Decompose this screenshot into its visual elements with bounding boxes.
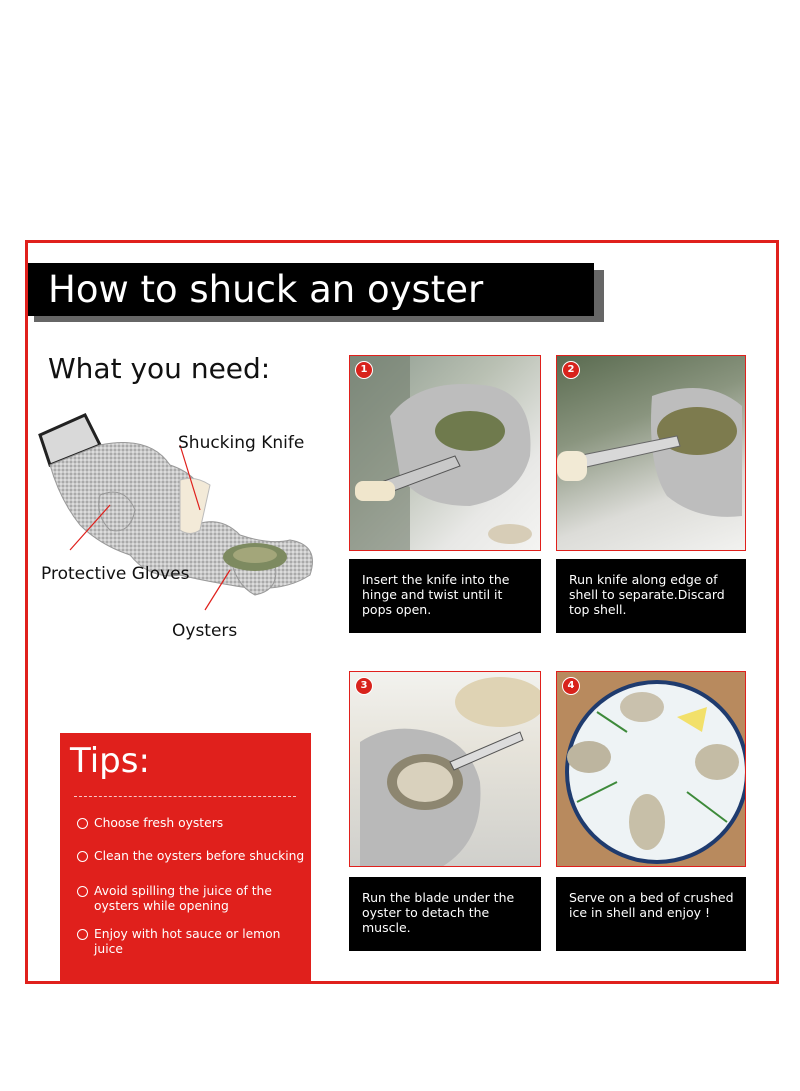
tips-divider bbox=[74, 796, 296, 797]
step-4-number: 4 bbox=[562, 677, 580, 695]
step-2-number: 2 bbox=[562, 361, 580, 379]
step-3-image bbox=[349, 671, 541, 867]
step-2-photo bbox=[557, 356, 746, 551]
step-2-image bbox=[556, 355, 746, 551]
step-3-photo bbox=[350, 672, 541, 867]
oysters-label: Oysters bbox=[172, 621, 238, 641]
what-you-need-heading: What you need: bbox=[48, 352, 271, 385]
tips-heading: Tips: bbox=[70, 741, 150, 781]
step-4-image bbox=[556, 671, 746, 867]
circle-bullet-icon bbox=[77, 929, 88, 940]
step-3-number: 3 bbox=[355, 677, 373, 695]
step-1-number: 1 bbox=[355, 361, 373, 379]
step-2-caption: Run knife along edge of shell to separate.Discard top shell. bbox=[556, 559, 746, 633]
step-4-caption: Serve on a bed of crushed ice in shell and enjoy ! bbox=[556, 877, 746, 951]
step-1-caption: Insert the knife into the hinge and twist until it pops open. bbox=[349, 559, 541, 633]
step-1-photo bbox=[350, 356, 541, 551]
shucking-knife-label: Shucking Knife bbox=[178, 433, 305, 453]
tip-item: Enjoy with hot sauce or lemon juice bbox=[77, 927, 309, 957]
step-4-photo bbox=[557, 672, 746, 867]
step-1-image bbox=[349, 355, 541, 551]
page-title: How to shuck an oyster bbox=[28, 263, 594, 316]
circle-bullet-icon bbox=[77, 851, 88, 862]
tips-panel bbox=[60, 733, 311, 984]
protective-gloves-label: Protective Gloves bbox=[41, 564, 190, 584]
tip-item: Avoid spilling the juice of the oysters while opening bbox=[77, 884, 309, 914]
tip-item: Choose fresh oysters bbox=[77, 816, 309, 831]
step-3-caption: Run the blade under the oyster to detach the muscle. bbox=[349, 877, 541, 951]
tip-item: Clean the oysters before shucking bbox=[77, 849, 309, 864]
circle-bullet-icon bbox=[77, 818, 88, 829]
circle-bullet-icon bbox=[77, 886, 88, 897]
